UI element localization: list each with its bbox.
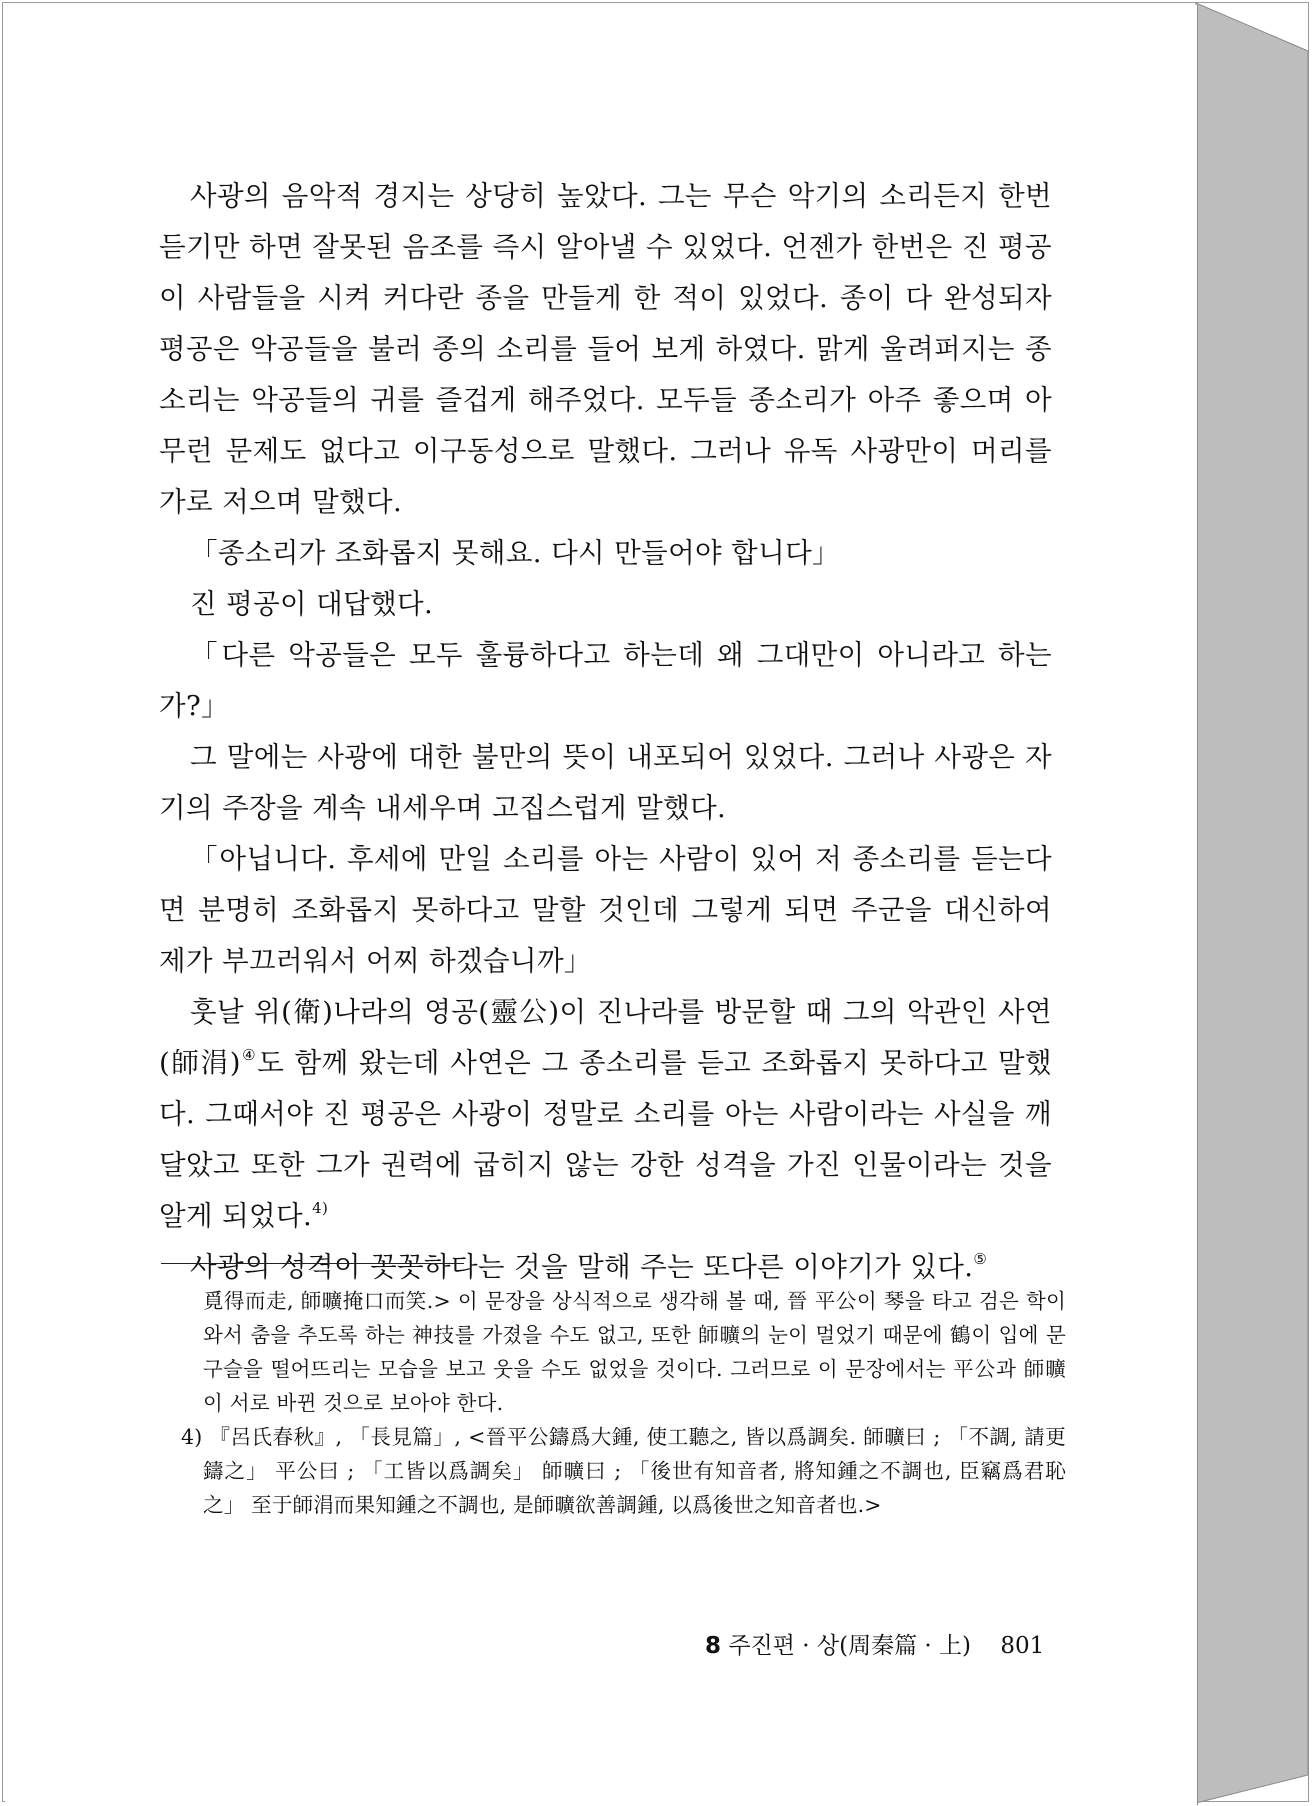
- body-text: [159, 171, 1052, 1293]
- footnote-ref-4: 4): [312, 1199, 329, 1217]
- paragraph-8-text: 사광의 성격이 꼿꼿하다는 것을 말해 주는 또다른 이야기가 있다.: [190, 1251, 974, 1283]
- footnote-continued: 覓得而走, 師曠掩口而笑.> 이 문장을 상식적으로 생각해 볼 때, 晉 平公이 琴을 타고 검은 학이 와서 춤을 추도록 하는 神技를 가졌을 수도 없고, 또한 師曠의 눈이 멀었기 때문에 鶴이 입에 문 구슬을 떨어뜨리는 모습을 보고 웃을 수도 없었을 것이다. 그러므로 이 문장에서는 平公과 師曠이 서로 바뀐 것으로 보아야 한다.: [203, 1289, 1066, 1415]
- paragraph-5: 그 말에는 사광에 대한 불만의 뜻이 내포되어 있었다. 그러나 사광은 자기의 주장을 계속 내세우며 고집스럽게 말했다.: [159, 741, 1052, 824]
- page-frame: [2, 2, 1309, 1802]
- paragraph-7-part-b: 도 함께 왔는데 사연은 그 종소리를 듣고 조화롭지 못하다고 말했다. 그때서야 진 평공은 사광이 정말로 소리를 아는 사람이라는 사실을 깨달았고 또한 그가 권력에 굽히지 않는 강한 성격을 가진 인물이라는 것을 알게 되었다.: [159, 1047, 1052, 1232]
- page-number: 801: [1000, 1633, 1045, 1659]
- paragraph-7-part-a: 훗날 위(衛)나라의 영공(靈公)이 진나라를 방문할 때 그의 악관인 사연(師涓): [159, 996, 1052, 1079]
- footnote-4: 4) 『呂氏春秋』, 「長見篇」, <晉平公鑄爲大鍾, 使工聽之, 皆以爲調矣. 師曠曰 ; 「不調, 請更鑄之」 平公曰 ; 「工皆以爲調矣」 師曠曰 ; 「後世有知音者, 將知鍾之不調也, 臣竊爲君恥之」 至于師涓而果知鍾之不調也, 是師曠欲善調鍾, 以爲後世之知音者也.>: [181, 1425, 1066, 1517]
- paragraph-6: 「아닙니다. 후세에 만일 소리를 아는 사람이 있어 저 종소리를 듣는다면 분명히 조화롭지 못하다고 말할 것인데 그렇게 되면 주군을 대신하여 제가 부끄러워서 어찌 하겠습니까」: [159, 843, 1052, 977]
- paragraph-2: 「종소리가 조화롭지 못해요. 다시 만들어야 합니다」: [190, 537, 840, 569]
- footnotes: [181, 1284, 1066, 1522]
- chapter-number: 8: [705, 1633, 722, 1659]
- page-footer: [705, 1629, 1075, 1663]
- paragraph-3: 진 평공이 대답했다.: [190, 588, 434, 620]
- paragraph-7: [159, 987, 1052, 1242]
- footnote-marker-5-circled: ⑤: [973, 1250, 988, 1268]
- footnote-marker-4-circled: ④: [240, 1046, 258, 1064]
- paragraph-1: 사광의 음악적 경지는 상당히 높았다. 그는 무슨 악기의 소리든지 한번 듣기만 하면 잘못된 음조를 즉시 알아낼 수 있었다. 언젠가 한번은 진 평공이 사람들을 시켜 커다란 종을 만들게 한 적이 있었다. 종이 다 완성되자 평공은 악공들을 불러 종의 소리를 들어 보게 하였다. 맑게 울려퍼지는 종소리는 악공들의 귀를 즐겁게 해주었다. 모두들 종소리가 아주 좋으며 아무런 문제도 없다고 이구동성으로 말했다. 그러나 유독 사광만이 머리를 가로 저으며 말했다.: [159, 180, 1052, 518]
- chapter-title: 주진편 · 상(周秦篇 · 上): [728, 1633, 972, 1659]
- footnote-divider: [161, 1263, 464, 1264]
- book-page: [5, 5, 1198, 1805]
- paragraph-4: 「다른 악공들은 모두 훌륭하다고 하는데 왜 그대만이 아니라고 하는가?」: [159, 639, 1052, 722]
